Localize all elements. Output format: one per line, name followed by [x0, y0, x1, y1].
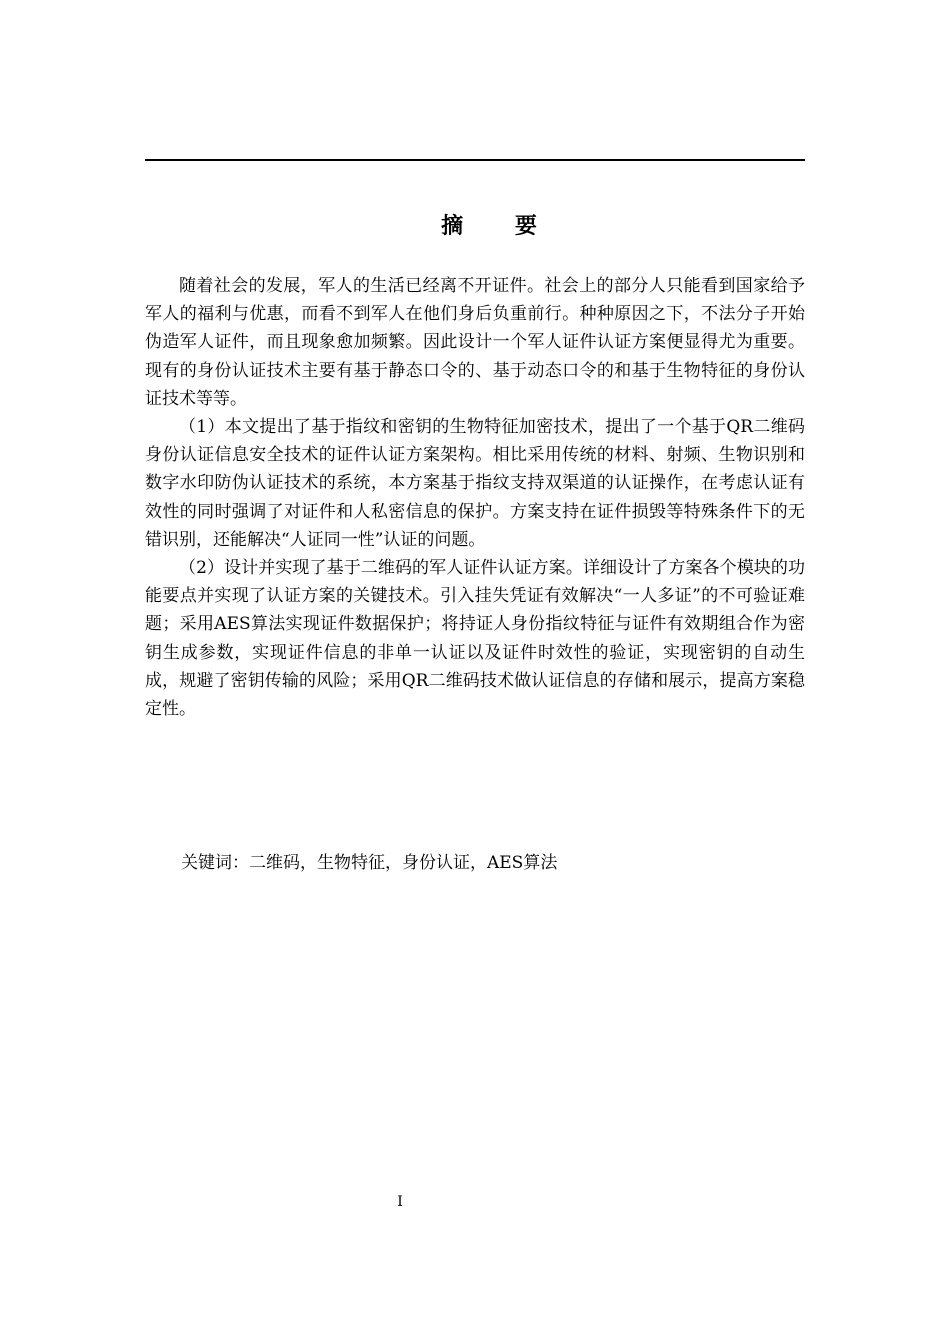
abstract-paragraph-2: （1）本文提出了基于指纹和密钥的生物特征加密技术，提出了一个基于QR二维码身份认证信息安全技术的证件认证方案架构。相比采用传统的材料、射频、生物识别和数字水印防伪认证技术的系统，本方案基于指纹支持双渠道的认证操作，在考虑认证有效性的同时强调了对证件和人私密信息的保护。方案支持在证件损毁等特殊条件下的无错识别，还能解决“人证同一性”认证的问题。 [145, 417, 805, 550]
keywords-line: 关键词：二维码，生物特征，身份认证，AES算法 [181, 853, 558, 873]
abstract-paragraph-1: 随着社会的发展，军人的生活已经离不开证件。社会上的部分人只能看到国家给予军人的福利与优惠，而看不到军人在他们身后负重前行。种种原因之下，不法分子开始伪造军人证件，而且现象愈加频繁。因此设计一个军人证件认证方案便显得尤为重要。现有的身份认证技术主要有基于静态口令的、基于动态口令的和基于生物特征的身份认证技术等等。 [145, 276, 805, 409]
abstract-body [145, 272, 805, 723]
page-number: I [397, 1194, 403, 1210]
header-rule [145, 159, 805, 161]
abstract-paragraph-3: （2）设计并实现了基于二维码的军人证件认证方案。详细设计了方案各个模块的功能要点并实现了认证方案的关键技术。引入挂失凭证有效解决“一人多证”的不可验证难题；采用AES算法实现证件数据保护；将持证人身份指纹特征与证件有效期组合作为密钥生成参数，实现证件信息的非单一认证以及证件时效性的验证，实现密钥的自动生成，规避了密钥传输的风险；采用QR二维码技术做认证信息的存储和展示，提高方案稳定性。 [145, 558, 805, 720]
page-title: 摘 要 [441, 214, 559, 239]
